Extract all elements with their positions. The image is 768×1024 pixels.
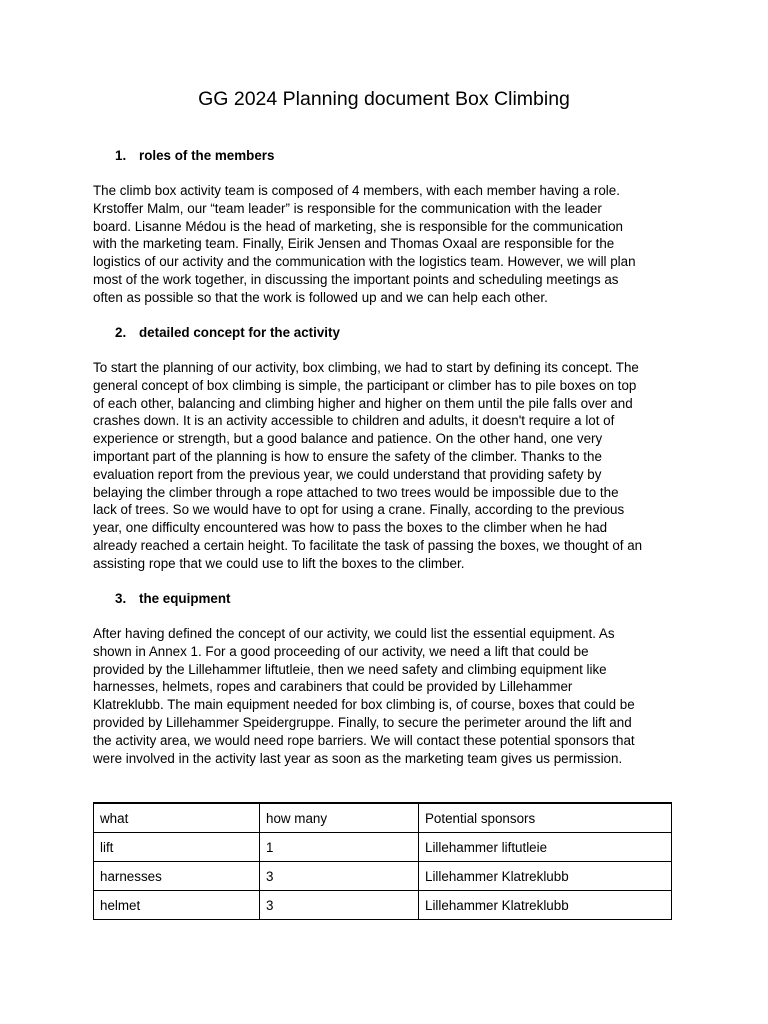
paragraph-line: lack of trees. So we would have to opt for using a crane. Finally, according to the previous: [93, 502, 625, 518]
document-title: GG 2024 Planning document Box Climbing: [198, 88, 570, 110]
table-cell: helmet: [94, 891, 260, 920]
paragraph-line: Krstoffer Malm, our “team leader” is responsible for the communication with the leader: [93, 200, 602, 216]
paragraph-line: most of the work together, in discussing the important points and scheduling meetings as: [93, 271, 619, 287]
column-header-how-many: how many: [260, 803, 419, 833]
table-row: [94, 891, 672, 920]
paragraph-line: provided by Lillehammer Speidergruppe. Finally, to secure the perimeter around the lift and: [93, 714, 632, 730]
paragraph-line: experience or strength, but a good balance and patience. On the other hand, one very: [93, 431, 603, 447]
paragraph-line: provided by the Lillehammer liftutleie, then we need safety and climbing equipment like: [93, 661, 607, 677]
paragraph-line: logistics of our activity and the communication with the logistics team. However, we will plan: [93, 254, 636, 270]
paragraph-line: crashes down. It is an activity accessible to children and adults, it doesn't require a lot of: [93, 413, 615, 429]
paragraph-line: The climb box activity team is composed of 4 members, with each member having a role.: [93, 183, 620, 198]
table-cell: Lillehammer Klatreklubb: [419, 891, 672, 920]
section-title: roles of the members: [139, 148, 275, 163]
paragraph-line: were involved in the activity last year as soon as the marketing team gives us permission.: [93, 750, 623, 766]
table-cell: harnesses: [94, 862, 260, 891]
equipment-table: [93, 802, 672, 920]
paragraph-line: To start the planning of our activity, box climbing, we had to start by defining its concept. The: [93, 360, 639, 375]
paragraph-line: important part of the planning is how to ensure the safety of the climber. Thanks to the: [93, 448, 602, 464]
column-header-what: what: [94, 803, 260, 833]
table-cell: 3: [260, 862, 419, 891]
table-cell: lift: [94, 833, 260, 862]
paragraph-line: of each other, balancing and climbing higher and higher on them until the pile falls over and: [93, 395, 633, 411]
section-heading-equipment: [115, 590, 231, 608]
paragraph-line: year, one difficulty encountered was how to pass the boxes to the climber when he had: [93, 520, 608, 536]
table-row: [94, 862, 672, 891]
paragraph-line: After having defined the concept of our activity, we could list the essential equipment. As: [93, 626, 615, 641]
section-paragraph-concept: [93, 359, 681, 573]
paragraph-line: already reached a certain height. To facilitate the task of passing the boxes, we thought of an: [93, 537, 643, 553]
section-heading-roles: [115, 147, 274, 165]
table-cell: 1: [260, 833, 419, 862]
section-title: detailed concept for the activity: [139, 325, 340, 340]
paragraph-line: belaying the climber through a rope attached to two trees would be impossible due to the: [93, 484, 619, 500]
section-paragraph-roles: [93, 182, 681, 307]
paragraph-line: assisting rope that we could use to lift the boxes to the climber.: [93, 555, 465, 571]
table-cell: Lillehammer liftutleie: [419, 833, 672, 862]
table-cell: Lillehammer Klatreklubb: [419, 862, 672, 891]
table-header-row: [94, 803, 672, 833]
column-header-sponsors: Potential sponsors: [419, 803, 672, 833]
paragraph-line: shown in Annex 1. For a good proceeding of our activity, we need a lift that could be: [93, 643, 589, 659]
section-number: 1.: [115, 148, 127, 163]
section-number: 3.: [115, 591, 127, 606]
paragraph-line: Klatreklubb. The main equipment needed for box climbing is, of course, boxes that could be: [93, 697, 635, 713]
paragraph-line: board. Lisanne Médou is the head of marketing, she is responsible for the communication: [93, 218, 623, 234]
paragraph-line: general concept of box climbing is simple, the participant or climber has to pile boxes on top: [93, 377, 637, 393]
paragraph-line: often as possible so that the work is followed up and we can help each other.: [93, 289, 548, 305]
paragraph-line: with the marketing team. Finally, Eirik Jensen and Thomas Oxaal are responsible for the: [93, 236, 615, 252]
section-number: 2.: [115, 325, 127, 340]
section-title: the equipment: [139, 591, 231, 606]
paragraph-line: the activity area, we would need rope barriers. We will contact these potential sponsors that: [93, 732, 635, 748]
section-heading-concept: [115, 324, 340, 342]
paragraph-line: harnesses, helmets, ropes and carabiners that could be provided by Lillehammer: [93, 679, 573, 695]
table-cell: 3: [260, 891, 419, 920]
paragraph-line: evaluation report from the previous year, we could understand that providing safety by: [93, 466, 602, 482]
section-paragraph-equipment: [93, 625, 681, 767]
table-row: [94, 833, 672, 862]
